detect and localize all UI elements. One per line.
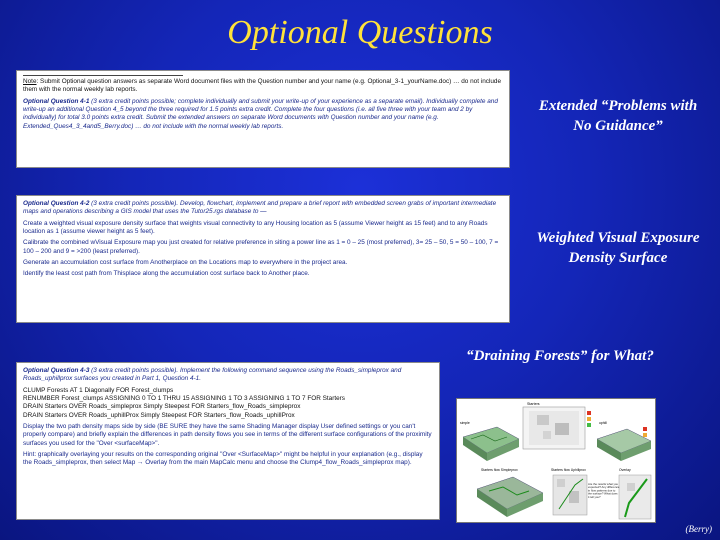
command-line: CLUMP Forests AT 1 Diagonally FOR Forest_clumps	[23, 386, 174, 394]
question-label: Optional Question 4-2	[23, 200, 90, 207]
step-paragraph: Create a weighted visual exposure density surface that weights visual connectivity to any Housing location as 5 (assume Viewer height as 15 feet) and to any Roads location as 1 (assume viewer height as 5 feet).	[23, 219, 488, 235]
author-credit: (Berry)	[685, 524, 712, 534]
simple-surface-map	[460, 421, 519, 461]
command-line: DRAIN Starters OVER Roads_uphillProx Simply Steepest FOR Starters_flow_Roads_uphillProx	[23, 411, 295, 419]
doc-panel-optional-4-3	[16, 362, 440, 520]
question-text: (3 extra credit points possible; complete individually and submit your write-up of your experience as a separate email). Individually complete and write-up an additional Question 4_5 beyond the three required for 1.5 points extra credit. Complete the four questions (i.e. all five three with your team and 2 by individually) for total 3.0 points extra credit. Submit the extended answers on separate Word documents with Question number and your name (e.g. Extended_Ques4_3_4and5_Berry.doc) … do not include with the normal weekly lab reports.	[23, 97, 498, 130]
question-label: Optional Question 4-1	[23, 97, 90, 105]
note-label: Note	[23, 78, 37, 85]
step-paragraph: Calibrate the combined wVisual Exposure map you just created for relative preference in siting a power line as 1 = 0 – 25 (most preferred), 3= 25 – 50, 5 = 50 – 100, 7 = 100 – 200 and 9 = >200 (least preferred).	[23, 239, 499, 255]
question-paragraph	[23, 200, 503, 217]
uphill-surface-map	[597, 421, 651, 461]
svg-text:Starters flow Simpleprox: Starters flow Simpleprox	[481, 468, 518, 472]
svg-text:uphill: uphill	[599, 421, 607, 425]
question-label: Optional Question 4-3	[23, 367, 90, 374]
starters-map	[523, 402, 591, 449]
command-line: RENUMBER Forest_clumps ASSIGNING 0 TO 1 THRU 15 ASSIGNING 1 TO 3 ASSIGNING 1 TO 7 FOR Starters	[23, 394, 345, 402]
step-paragraph: Generate an accumulation cost surface from Anotherplace on the Locations map to everywhere in the project area.	[23, 258, 348, 266]
flow-uphill-map	[551, 468, 587, 515]
map-thumbnail	[456, 398, 656, 523]
hint-paragraph: Hint: graphically overlaying your results on the corresponding original "Over <SurfaceMap>" might be helpful in your explanation (e.g., display the Roads_simpleprox, then select Map → Overlay from the main MapCalc menu and choose the Clump4_flow_Roads_simpleprox map).	[23, 450, 423, 467]
note-paragraph	[23, 78, 503, 95]
step-paragraph: Display the two path density maps side by side (BE SURE they have the same Shading Manager display User defined settings or you can't properly compare) and briefly explain the differences in path density flows you see in terms of the different surface configurations of the proximity surfaces you used for the "Over <surfaceMap>".	[23, 422, 432, 447]
divider	[23, 75, 183, 76]
question-paragraph	[23, 367, 433, 384]
map-thumbnail-graphic	[457, 399, 655, 522]
label-draining-forests: “Draining Forests” for What?	[466, 348, 654, 364]
note-text: : Submit Optional question answers as separate Word document files with the Question number and your name (e.g. Optional_3-1_yourName.doc) … do not include them with the normal weekly lab reports.	[23, 78, 502, 94]
doc-panel-optional-4-2	[16, 195, 510, 323]
step-paragraph: Identify the least cost path from Thisplace along the accumulation cost surface back to Another place.	[23, 270, 310, 278]
doc-panel-optional-4-1	[16, 70, 510, 168]
label-extended-problems: Extended “Problems with No Guidance”	[538, 98, 698, 135]
label-weighted-visual: Weighted Visual Exposure Density Surface	[536, 230, 700, 267]
command-line: DRAIN Starters OVER Roads_simpleprox Simply Steepest FOR Starters_flow_Roads_simpleprox	[23, 403, 301, 411]
svg-text:simple: simple	[460, 421, 470, 425]
slide-title: Optional Questions	[227, 14, 493, 51]
flow-simple-map	[477, 468, 543, 517]
question-text: (3 extra credit points possible). Implement the following command sequence using the Roads_simpleprox and Roads_uphillprox surfaces you created in Part 1, Question 4-1.	[23, 367, 402, 383]
svg-text:Starters flow Uphillprox: Starters flow Uphillprox	[551, 468, 586, 472]
svg-text:Overlay: Overlay	[619, 468, 631, 472]
svg-text:Starters: Starters	[527, 402, 540, 406]
question-paragraph	[23, 98, 503, 131]
overlay-map	[619, 468, 651, 519]
thumbnail-note: Are the results what you expected? Any difference in flow patterns due to the surface? What does it tell you?	[588, 482, 620, 499]
question-text: (3 extra credit points possible). Develop, flowchart, implement and prepare a brief report with embedded screen grabs of important intermediate maps and operations describing a GIS model that uses the Tutor25.rgs database to —	[23, 200, 497, 216]
